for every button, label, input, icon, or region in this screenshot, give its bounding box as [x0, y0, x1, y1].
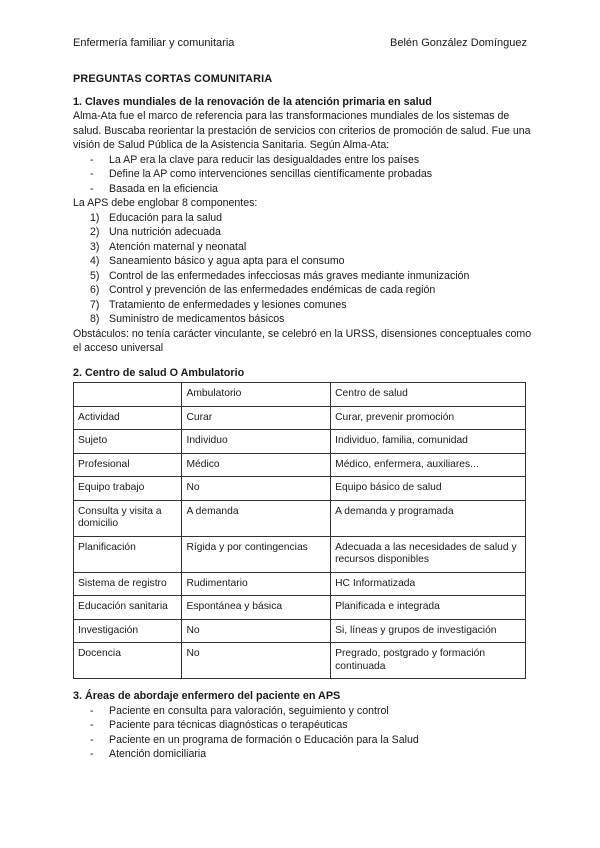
table-header-cell: Ambulatorio	[182, 383, 331, 407]
table-cell: Rudimentario	[182, 572, 331, 596]
section3-bullet-list	[73, 704, 533, 762]
table-cell: Profesional	[74, 453, 182, 477]
table-cell: Curar	[182, 406, 331, 430]
table-header-row	[74, 383, 526, 407]
table-cell: Individuo, familia, comunidad	[331, 430, 526, 454]
table-cell: No	[182, 477, 331, 501]
header-course: Enfermería familiar y comunitaria	[73, 37, 235, 49]
table-cell: Actividad	[74, 406, 182, 430]
table-row	[74, 500, 526, 536]
table-cell: Planificación	[74, 536, 182, 572]
list-item: 4) Saneamiento básico y agua apta para el consumo	[90, 255, 345, 267]
table-cell: HC Informatizada	[331, 572, 526, 596]
comparison-table	[73, 382, 526, 679]
table-row	[74, 536, 526, 572]
document-body	[73, 72, 533, 762]
list-item: - Paciente en un programa de formación o Educación para la Salud	[90, 733, 533, 748]
table-cell: Pregrado, postgrado y formación continuada	[331, 643, 526, 679]
table-cell: Sistema de registro	[74, 572, 182, 596]
table-cell: A demanda y programada	[331, 500, 526, 536]
list-item: 8) Suministro de medicamentos básicos	[90, 313, 285, 325]
table-row	[74, 572, 526, 596]
table-cell: Curar, prevenir promoción	[331, 406, 526, 430]
components-list	[73, 211, 533, 327]
table-cell: Médico	[182, 453, 331, 477]
table-cell: Adecuada a las necesidades de salud y recursos disponibles	[331, 536, 526, 572]
list-item: - La AP era la clave para reducir las desigualdades entre los países	[90, 153, 533, 168]
table-cell: Docencia	[74, 643, 182, 679]
table-row	[74, 619, 526, 643]
table-cell: No	[182, 619, 331, 643]
list-item: - Paciente para técnicas diagnósticas o terapéuticas	[90, 718, 533, 733]
list-item: 7) Tratamiento de enfermedades y lesiones comunes	[90, 298, 347, 311]
header-author: Belén González Domínguez	[390, 37, 527, 49]
list-item: - Define la AP como intervenciones sencillas científicamente probadas	[90, 167, 533, 182]
table-cell: Consulta y visita a domicilio	[74, 500, 182, 536]
table-cell: No	[182, 643, 331, 679]
list-item: - Atención domiciliaria	[90, 747, 533, 762]
components-intro: La APS debe englobar 8 componentes:	[73, 197, 258, 209]
list-item: 5) Control de las enfermedades infecciosas más graves mediante inmunización	[90, 269, 470, 282]
section1-intro: Alma-Ata fue el marco de referencia para las transformaciones mundiales de los sistemas de salud. Buscaba reorientar la prestación de servicios con criterios de promoción de salud. Fue una visión de Salud Pública de la Asistencia Sanitaria. Según Alma-Ata:	[73, 110, 531, 151]
table-cell: Investigación	[74, 619, 182, 643]
table-cell: Equipo básico de salud	[331, 477, 526, 501]
table-row	[74, 477, 526, 501]
section1-bullet-list	[73, 153, 533, 197]
list-item: 1) Educación para la salud	[90, 211, 223, 224]
table-cell: Educación sanitaria	[74, 596, 182, 620]
section2-heading: 2. Centro de salud O Ambulatorio	[73, 366, 245, 379]
obstacles-text: Obstáculos: no tenía carácter vinculante, se celebró en la URSS, disensiones conceptuales como el acceso universal	[73, 327, 532, 354]
table-header-cell: Centro de salud	[331, 383, 526, 407]
table-row	[74, 643, 526, 679]
section3-heading: 3. Áreas de abordaje enfermero del paciente en APS	[73, 690, 341, 702]
list-item: - Basada en la eficiencia	[90, 182, 533, 197]
table-cell: Médico, enfermera, auxiliares...	[331, 453, 526, 477]
section1-heading: 1. Claves mundiales de la renovación de la atención primaria en salud	[73, 95, 432, 108]
table-cell: Si, líneas y grupos de investigación	[331, 619, 526, 643]
list-item: 3) Atención maternal y neonatal	[90, 240, 247, 253]
table-header-cell	[74, 383, 182, 407]
table-cell: A demanda	[182, 500, 331, 536]
list-item: 6) Control y prevención de las enfermedades endémicas de cada región	[90, 284, 436, 296]
table-row	[74, 453, 526, 477]
table-row	[74, 430, 526, 454]
table-row	[74, 406, 526, 430]
table-cell: Planificada e integrada	[331, 596, 526, 620]
document-title: PREGUNTAS CORTAS COMUNITARIA	[73, 73, 273, 85]
table-cell: Sujeto	[74, 430, 182, 454]
table-cell: Individuo	[182, 430, 331, 454]
list-item: - Paciente en consulta para valoración, seguimiento y control	[90, 704, 533, 719]
list-item: 2) Una nutrición adecuada	[90, 226, 221, 238]
table-cell: Espontánea y básica	[182, 596, 331, 620]
table-cell: Rígida y por contingencias	[182, 536, 331, 572]
table-cell: Equipo trabajo	[74, 477, 182, 501]
table-row	[74, 596, 526, 620]
